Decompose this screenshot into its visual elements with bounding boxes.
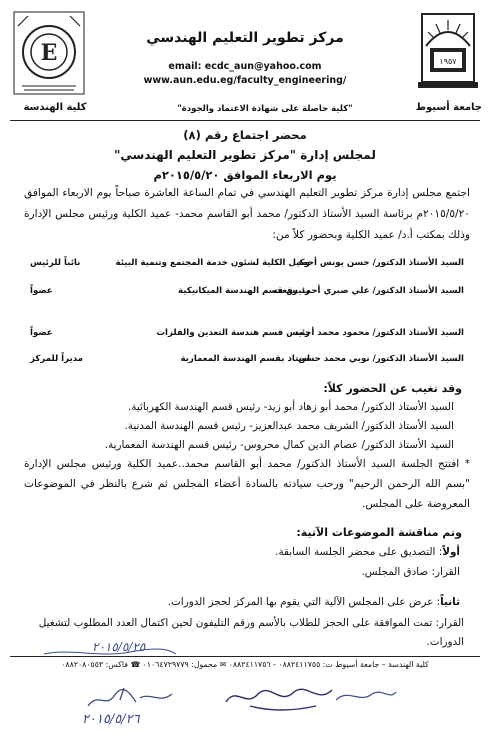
member-title: رئيس قسم هندسة التعدين والفلزات	[156, 328, 310, 338]
center-website: www.aun.edu.eg/faculty_engineering/	[143, 75, 347, 86]
topic-text: : التصديق على محضر الجلسة السابقة.	[275, 546, 443, 558]
signature-1	[80, 684, 180, 714]
footer-divider	[10, 656, 480, 657]
absent-item: السيد الأستاذ الدكتور/ محمد أبو زهاد أبو زيد- رئيس قسم الهندسة الكهربائية.	[127, 401, 454, 413]
meeting-date: يوم الاربعاء الموافق ٢٠١٥/٥/٢٠م	[153, 168, 337, 182]
topic-decision: القرار: تمت الموافقة على الحجز للطلاب بالأسم ورقم التليفون لحين اكتمال العدد المطلوب لتشغيل الدورات.	[38, 617, 464, 648]
signature-3	[330, 684, 400, 708]
member-row	[24, 286, 470, 304]
center-title: مركز تطوير التعليم الهندسي	[146, 30, 344, 46]
board-title: لمجلس إدارة "مركز تطوير التعليم الهندسي"	[114, 148, 376, 162]
member-title: استاذ بقسم الهندسة المعمارية	[180, 354, 310, 364]
absent-heading: وقد تغيب عن الحضور كلاً:	[323, 382, 462, 395]
opening-paragraph: * افتتح الجلسة السيد الأستاذ الدكتور/ محمد أبو القاسم محمد..عميد الكلية ورئيس مجلس الإدارة "بسم الله الرحمن الرحيم" ورحب سيادته بالسادة أعضاء المجلس ثم شرع بالنظر في الموضوعات المعروضة على المجلس.	[24, 458, 470, 510]
member-name: السيد الأستاذ الدكتور/ حسن يونس أحمد	[297, 258, 464, 268]
footer-contact: كلية الهندسة – جامعة أسيوط ت: ٠٨٨٢٤١١٧٥٥ - ٠٨٨٢٤١١٧٥٦ ✉ محمول: ٠١٠٦٤٧٢٩٧٧٩ ☎ فاكس: ٠٨٨٢٠٨٠٥٥٣	[61, 660, 429, 669]
topic-label: أولاً	[442, 546, 460, 558]
member-title: وكيل الكلية لشئون خدمة المجتمع وتنمية البيئة	[115, 258, 310, 268]
intro-paragraph: اجتمع مجلس إدارة مركز تطوير التعليم الهندسي في تمام الساعة العاشرة صباحاً يوم الاربعاء الموافق ٢٠١٥/٥/٢٠م برئاسة السيد الأستاذ الدكتور/ محمد أبو القاسم محمد- عميد الكلية ورئيس مجلس الإدارة وذلك بمكتب أ.د/ عميد الكلية وبحضور كلاً من:	[24, 187, 470, 241]
minutes-number: محضر اجتماع رقم (٨)	[183, 128, 307, 142]
svg-text:E: E	[40, 40, 58, 66]
absent-item: السيد الأستاذ الدكتور/ الشريف محمد عبدالعزيز- رئيس قسم الهندسة المدنية.	[124, 420, 454, 432]
member-name: السيد الأستاذ الدكتور/ علي صبري أحمد رفعت	[273, 286, 464, 296]
faculty-logo	[10, 6, 88, 102]
handwritten-date-bottom: ٢٠١٥/٥/٢٦	[82, 712, 140, 727]
svg-text:١٩٥٧: ١٩٥٧	[439, 57, 457, 66]
member-role: عضواً	[30, 328, 53, 338]
header-divider	[10, 120, 480, 121]
topic-item	[275, 546, 460, 558]
topics-heading: وتم مناقشة الموضوعات الآتية:	[296, 526, 462, 539]
faculty-name: كلية الهندسة	[23, 102, 87, 113]
topic-decision: القرار: صادق المجلس.	[361, 566, 460, 578]
topic-label: ثانياً	[440, 596, 460, 608]
signature-2	[220, 676, 340, 716]
member-role: نائباً للرئيس	[30, 258, 81, 268]
center-email: email: ecdc_aun@yahoo.com	[168, 61, 322, 72]
member-name: السيد الأستاذ الدكتور/ نوبي محمد حسن	[298, 354, 464, 364]
member-row	[24, 258, 470, 276]
member-title: رئيس قسم الهندسة الميكانيكية	[177, 286, 310, 296]
member-role: مديراً للمركز	[30, 354, 83, 364]
topic-text: : عرض على المجلس الآلية التي يقوم بها المركز لحجز الدورات.	[167, 596, 441, 608]
member-row	[24, 354, 470, 372]
member-role: عضواً	[30, 286, 53, 296]
member-row	[24, 328, 470, 346]
university-name: جامعة أسيوط	[415, 102, 482, 113]
assiut-university-logo	[412, 6, 484, 102]
topic-item	[168, 596, 460, 608]
member-name: السيد الأستاذ الدكتور/ محمود محمد أحمد	[294, 328, 464, 338]
accreditation-note: "كلية حاصلة على شهادة الاعتماد والجودة"	[177, 104, 353, 114]
handwritten-date: ٢٠١٥/٥/٢٥	[92, 640, 146, 654]
handwritten-stroke	[40, 646, 180, 660]
absent-item: السيد الأستاذ الدكتور/ عصام الدين كمال محروس- رئيس قسم الهندسة المعمارية.	[104, 439, 454, 451]
